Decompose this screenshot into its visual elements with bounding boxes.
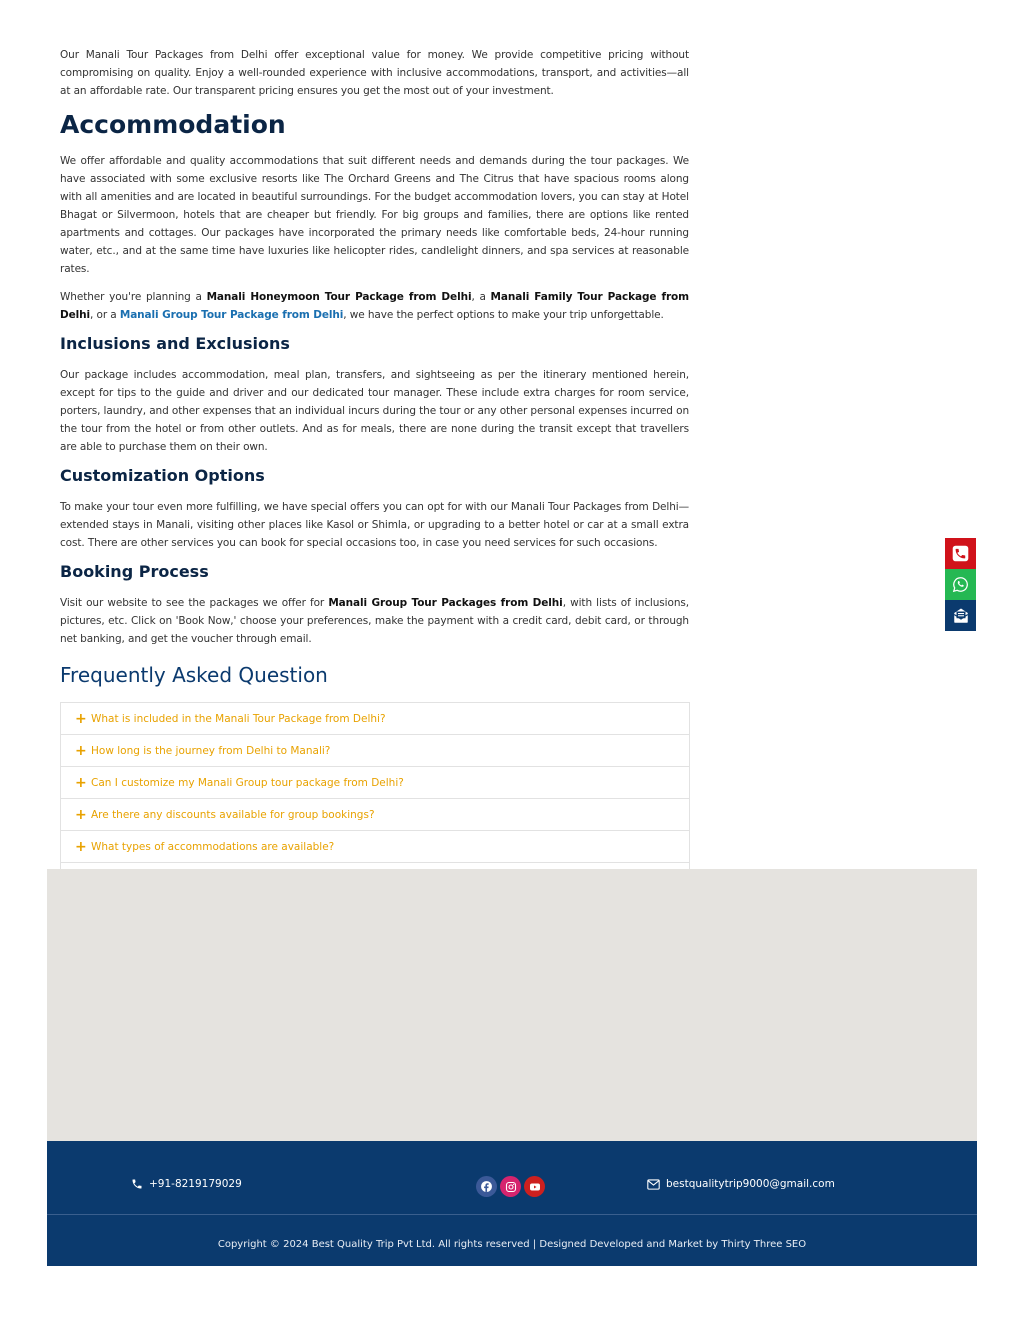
whatsapp-icon bbox=[952, 576, 969, 593]
plus-icon: + bbox=[75, 774, 87, 791]
faq-item[interactable] bbox=[61, 735, 689, 767]
plus-icon: + bbox=[75, 710, 87, 727]
faq-question: What is included in the Manali Tour Package from Delhi? bbox=[91, 712, 386, 725]
faq-heading: Frequently Asked Question bbox=[60, 663, 328, 687]
booking-paragraph bbox=[60, 594, 689, 648]
planning-suffix: , we have the perfect options to make your trip unforgettable. bbox=[343, 309, 664, 321]
footer bbox=[47, 1141, 977, 1266]
honeymoon-package-text: Manali Honeymoon Tour Package from Delhi bbox=[206, 291, 472, 303]
accommodation-paragraph: We offer affordable and quality accommodations that suit different needs and demands during the tour packages. We have associated with some exclusive resorts like The Orchard Greens and The Citrus that have spacious rooms along with all amenities and are located in beautiful surroundings. For the budget accommodation lovers, you can stay at Hotel Bhagat or Silvermoon, hotels that are cheaper but friendly. For big groups and families, there are options like rented apartments and cottages. Our packages have incorporated the primary needs like comfortable beds, 24-hour running water, etc., and at the same time have luxuries like helicopter rides, candlelight dinners, and spa services at reasonable rates. bbox=[60, 155, 689, 275]
facebook-link[interactable] bbox=[476, 1176, 497, 1197]
separator-2: , or a bbox=[90, 309, 120, 321]
footer-email[interactable] bbox=[647, 1178, 835, 1190]
customization-paragraph: To make your tour even more fulfilling, we have special offers you can opt for with our Manali Tour Packages from Delhi—extended stays in Manali, visiting other places like Kasol or Shimla, or upgrading to a better hotel or car at a small extra cost. There are other services you can book for special occasions too, in case you need services for such occasions. bbox=[60, 501, 689, 549]
intro-paragraph: Our Manali Tour Packages from Delhi offer exceptional value for money. We provide competitive pricing without compromising on quality. Enjoy a well-rounded experience with inclusive accommodations, transport, and activities—all at an affordable rate. Our transparent pricing ensures you get the most out of your investment. bbox=[60, 49, 689, 97]
faq-item[interactable] bbox=[61, 831, 689, 863]
mail-icon bbox=[952, 607, 970, 625]
youtube-link[interactable] bbox=[524, 1176, 545, 1197]
phone-icon bbox=[952, 545, 969, 562]
planning-paragraph bbox=[60, 288, 689, 324]
floating-whatsapp-button[interactable] bbox=[945, 569, 976, 600]
plus-icon: + bbox=[75, 806, 87, 823]
faq-item[interactable] bbox=[61, 703, 689, 735]
email-address: bestqualitytrip9000@gmail.com bbox=[666, 1178, 835, 1190]
family-package-text: Manali Family Tour Package from Delhi bbox=[60, 291, 689, 321]
faq-item[interactable] bbox=[61, 799, 689, 831]
booking-prefix: Visit our website to see the packages we offer for bbox=[60, 597, 329, 609]
inclusions-heading: Inclusions and Exclusions bbox=[60, 334, 290, 353]
floating-mail-button[interactable] bbox=[945, 600, 976, 631]
copyright-text: Copyright © 2024 Best Quality Trip Pvt Ltd. All rights reserved | Designed Developed and Market by Thirty Three SEO bbox=[217, 1239, 807, 1250]
faq-question: Can I customize my Manali Group tour package from Delhi? bbox=[91, 776, 404, 789]
faq-question: What types of accommodations are available? bbox=[91, 840, 335, 853]
accommodation-heading: Accommodation bbox=[60, 110, 286, 139]
phone-icon bbox=[131, 1178, 143, 1190]
youtube-icon bbox=[529, 1181, 541, 1193]
group-package-link[interactable]: Manali Group Tour Package from Delhi bbox=[119, 309, 344, 321]
social-links bbox=[476, 1176, 545, 1197]
separator-1: , a bbox=[471, 291, 491, 303]
footer-phone[interactable] bbox=[131, 1178, 242, 1190]
faq-question: Are there any discounts available for group bookings? bbox=[91, 808, 375, 821]
instagram-icon bbox=[505, 1181, 517, 1193]
footer-contact-row bbox=[47, 1141, 977, 1215]
planning-prefix: Whether you're planning a bbox=[60, 291, 207, 303]
plus-icon: + bbox=[75, 742, 87, 759]
inclusions-paragraph: Our package includes accommodation, meal plan, transfers, and sightseeing as per the itinerary mentioned herein, except for tips to the guide and driver and our dedicated tour manager. These include extra charges for room service, porters, laundry, and other expenses that an individual incurs during the tour or any other personal expenses incurred on the tour from the hotel or from other outlets. And as for meals, there are none during the transit except that travellers are able to purchase them on their own. bbox=[60, 369, 689, 453]
facebook-icon bbox=[480, 1180, 493, 1193]
plus-icon: + bbox=[75, 838, 87, 855]
envelope-icon bbox=[647, 1179, 660, 1190]
booking-suffix: , with lists of inclusions, pictures, etc. Click on 'Book Now,' choose your preferences, make the payment with a credit card, debit card, or through net banking, and get the voucher through email. bbox=[60, 597, 689, 645]
booking-heading: Booking Process bbox=[60, 562, 209, 581]
faq-accordion bbox=[60, 702, 690, 895]
faq-item[interactable] bbox=[61, 767, 689, 799]
faq-question: How long is the journey from Delhi to Manali? bbox=[91, 744, 331, 757]
map-embed[interactable] bbox=[47, 869, 977, 1141]
customization-heading: Customization Options bbox=[60, 466, 265, 485]
booking-package-text: Manali Group Tour Packages from Delhi bbox=[328, 597, 563, 609]
floating-call-button[interactable] bbox=[945, 538, 976, 569]
phone-number: +91-8219179029 bbox=[149, 1178, 242, 1190]
main-content bbox=[60, 46, 689, 895]
instagram-link[interactable] bbox=[500, 1176, 521, 1197]
